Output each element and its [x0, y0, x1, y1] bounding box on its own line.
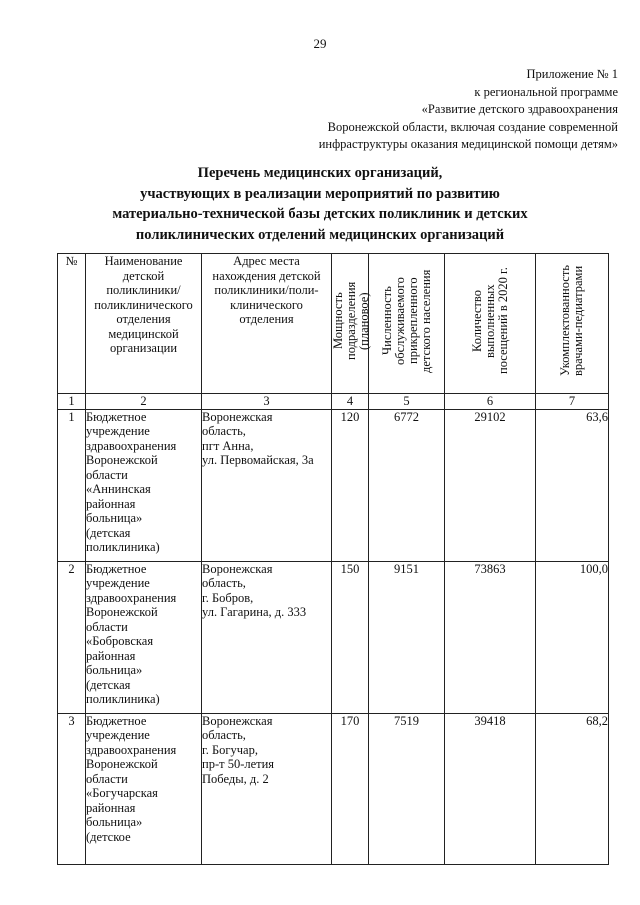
organization-address-text: Воронежская область, г. Богучар, пр-т 50-летия Победы, д. 2	[202, 713, 275, 786]
organization-address-text: Воронежская область, г. Бобров, ул. Гагарина, д. 333	[202, 561, 307, 619]
capacity-cell: 120	[332, 409, 369, 561]
column-number: 6	[445, 394, 536, 410]
organization-name-text: Бюджетное учреждение здравоохранения Воронежской области «Аннинская районная больница» (детская поликлиника)	[86, 409, 177, 554]
appendix-line: «Развитие детского здравоохранения	[421, 102, 618, 116]
page-number: 29	[313, 36, 327, 51]
column-number: 7	[536, 394, 609, 410]
title-line: поликлинических отделений медицинских организаций	[135, 226, 505, 243]
header-address	[202, 254, 332, 394]
title-line: Перечень медицинских организаций,	[197, 165, 443, 181]
table-row	[58, 409, 609, 561]
visits-cell: 29102	[445, 409, 536, 561]
header-staffing-text: Укомплектованность врачами-педиатрами	[558, 265, 585, 377]
header-population-text: Численность обслуживаемого прикрепленного детского населения	[379, 269, 433, 373]
header-address-text: Адрес места нахождения детской поликлиники/поли- клинического отделения	[212, 254, 321, 326]
capacity-cell: 170	[332, 713, 369, 864]
organization-name	[86, 409, 202, 561]
header-population	[369, 254, 445, 394]
column-number-row	[58, 394, 609, 410]
row-number: 2	[58, 561, 86, 713]
staffing-cell: 68,2	[536, 713, 609, 864]
visits-cell: 73863	[445, 561, 536, 713]
column-number: 3	[202, 394, 332, 410]
header-visits	[445, 254, 536, 394]
appendix-line: Воронежской области, включая создание современной	[327, 119, 618, 134]
header-visits-text: Количество выполненных посещений в 2020 г.	[469, 267, 510, 375]
visits-cell: 39418	[445, 713, 536, 864]
appendix-line: инфраструктуры оказания медицинской помощи детям»	[318, 137, 618, 151]
title-line: материально-технической базы детских поликлиник и детских	[112, 206, 528, 222]
header-name	[86, 254, 202, 394]
row-number: 3	[58, 713, 86, 864]
appendix-line: к региональной программе	[474, 84, 618, 99]
row-number: 1	[58, 409, 86, 561]
header-capacity	[332, 254, 369, 394]
table-row	[58, 561, 609, 713]
population-cell: 7519	[369, 713, 445, 864]
organization-address	[202, 561, 332, 713]
column-number: 1	[58, 394, 86, 410]
organizations-table	[57, 253, 609, 865]
population-cell: 9151	[369, 561, 445, 713]
organization-name-text: Бюджетное учреждение здравоохранения Воронежской области «Богучарская районная больница» (детское	[86, 713, 177, 844]
header-row	[58, 254, 609, 394]
organization-address	[202, 409, 332, 561]
capacity-cell: 150	[332, 561, 369, 713]
appendix-line: Приложение № 1	[526, 67, 618, 81]
organization-address	[202, 713, 332, 864]
appendix-note	[319, 66, 618, 154]
header-staffing	[536, 254, 609, 394]
population-cell: 6772	[369, 409, 445, 561]
title-line: участвующих в реализации мероприятий по развитию	[140, 185, 500, 202]
document-title	[40, 163, 600, 245]
header-number-text: №	[65, 254, 78, 268]
organization-name	[86, 561, 202, 713]
column-number: 4	[332, 394, 369, 410]
staffing-cell: 63,6	[536, 409, 609, 561]
column-number: 2	[86, 394, 202, 410]
table-row	[58, 713, 609, 864]
organization-address-text: Воронежская область, пгт Анна, ул. Первомайская, 3а	[202, 409, 314, 467]
organization-name-text: Бюджетное учреждение здравоохранения Воронежской области «Бобровская районная больница» (детская поликлиника)	[86, 561, 177, 706]
header-name-text: Наименование детской поликлиники/ поликлинического отделения медицинской организации	[94, 254, 193, 355]
column-number: 5	[369, 394, 445, 410]
header-capacity-text: Мощность подразделения (плановое)	[331, 281, 371, 361]
staffing-cell: 100,0	[536, 561, 609, 713]
header-number	[58, 254, 86, 394]
organization-name	[86, 713, 202, 864]
